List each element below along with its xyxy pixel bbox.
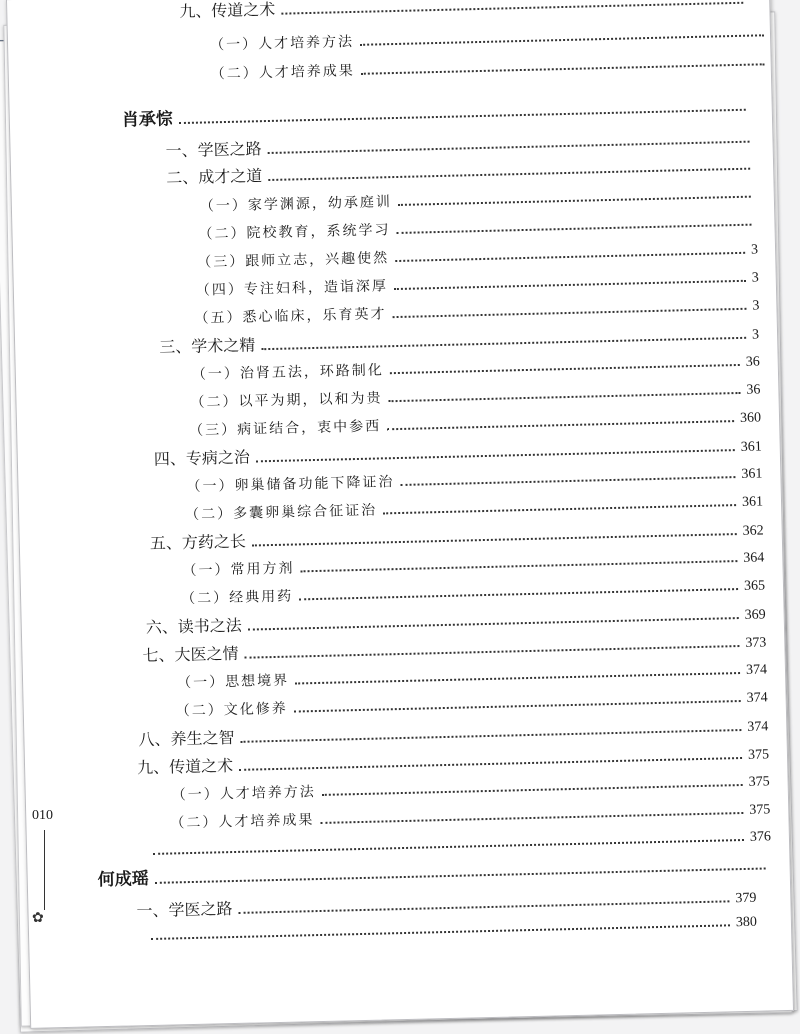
toc-leader-dots xyxy=(301,560,738,572)
toc-entry-page: 365 xyxy=(743,578,766,594)
toc-entry-page: 376 xyxy=(749,829,772,845)
toc-entry-page: 374 xyxy=(745,662,768,678)
folio-rule xyxy=(44,830,45,910)
toc-entry-title: （五）悉心临床，乐育英才 xyxy=(194,306,387,327)
table-of-contents xyxy=(7,0,793,1028)
toc-entry-title: 一、学医之路 xyxy=(136,899,233,921)
toc-leader-dots xyxy=(256,449,735,462)
toc-page xyxy=(6,0,794,1029)
toc-entry-title: 七、大医之情 xyxy=(142,643,239,666)
toc-entry-title: 九、传道之术 xyxy=(179,0,276,22)
toc-entry-title: （二）文化修养 xyxy=(175,700,288,720)
toc-leader-dots xyxy=(268,141,750,154)
toc-entry-title: 一、学医之路 xyxy=(165,139,262,161)
toc-entry-title: 五、方药之长 xyxy=(149,531,247,553)
toc-entry xyxy=(166,155,756,189)
toc-entry xyxy=(198,212,757,245)
toc-entry-page: 374 xyxy=(747,719,769,735)
toc-entry-page: 373 xyxy=(745,635,767,651)
toc-entry xyxy=(179,0,749,22)
toc-leader-dots xyxy=(361,63,765,75)
toc-entry-title: （三）跟师立志，兴趣使然 xyxy=(197,250,390,271)
toc-leader-dots xyxy=(401,476,736,486)
toc-entry-title: （一）思想境界 xyxy=(176,672,290,692)
toc-leader-dots xyxy=(394,280,746,290)
toc-entry-title: （四）专注妇科，造诣深厚 xyxy=(195,278,389,299)
toc-leader-dots xyxy=(241,729,742,743)
toc-leader-dots xyxy=(395,252,745,262)
toc-entry-page: 3 xyxy=(750,242,759,258)
toc-entry-title: （一）治肾五法，环路制化 xyxy=(191,362,385,383)
toc-leader-dots xyxy=(151,924,730,940)
flourish-ornament-icon: ✿ xyxy=(32,910,44,926)
toc-leader-dots xyxy=(398,196,751,206)
toc-entry xyxy=(211,51,771,84)
toc-leader-dots xyxy=(393,308,747,318)
toc-entry-title: （一）常用方剂 xyxy=(182,560,295,580)
toc-leader-dots xyxy=(268,168,750,181)
toc-entry-page: 380 xyxy=(735,914,758,931)
toc-entry-title: （二）经典用药 xyxy=(180,588,294,608)
toc-entry-title: （一）家学渊源，幼承庭训 xyxy=(199,194,393,215)
toc-leader-dots xyxy=(179,109,746,124)
toc-entry-page: 362 xyxy=(742,523,764,539)
toc-entry-author xyxy=(122,96,752,131)
toc-entry-title: （三）病证结合，衷中参西 xyxy=(189,418,382,439)
toc-leader-dots xyxy=(153,839,744,855)
toc-leader-dots xyxy=(155,867,766,883)
toc-leader-dots xyxy=(383,504,736,514)
toc-leader-dots xyxy=(397,224,752,234)
toc-entry-title: 九、传道之术 xyxy=(136,756,234,778)
toc-entry-page: 375 xyxy=(749,802,771,818)
toc-entry-title: （一）卵巢储备功能下降证治 xyxy=(186,474,395,496)
toc-entry-page: 3 xyxy=(751,270,759,286)
toc-entry-title: （一）人才培养方法 xyxy=(171,784,316,804)
toc-leader-dots xyxy=(390,364,740,374)
toc-leader-dots xyxy=(320,812,743,824)
toc-leader-dots xyxy=(389,392,741,402)
toc-entry-page: 36 xyxy=(746,382,761,398)
toc-entry xyxy=(200,184,757,217)
toc-leader-dots xyxy=(239,757,742,771)
toc-entry-title: （二）院校教育，系统学习 xyxy=(198,222,391,243)
toc-entry-title: （二）人才培养成果 xyxy=(210,62,355,83)
toc-leader-dots xyxy=(322,784,743,796)
toc-entry-title: （二）多囊卵巢综合征证治 xyxy=(184,502,378,524)
toc-leader-dots xyxy=(239,900,730,914)
toc-leader-dots xyxy=(248,617,739,631)
toc-leader-dots xyxy=(299,588,738,600)
toc-entry-title: 三、学术之精 xyxy=(158,335,256,357)
toc-entry-page: 361 xyxy=(741,466,763,482)
page-number: 010 xyxy=(32,808,53,823)
toc-entry-title: 何成瑶 xyxy=(97,869,149,891)
toc-entry xyxy=(210,22,770,55)
toc-entry-page: 364 xyxy=(743,550,765,566)
toc-entry-title: 六、读书之法 xyxy=(145,615,243,638)
toc-leader-dots xyxy=(252,533,737,546)
toc-entry-page: 360 xyxy=(739,410,762,426)
toc-entry-title: 四、专病之治 xyxy=(153,447,251,469)
toc-entry-title: 肖承悰 xyxy=(121,109,174,131)
toc-entry-page: 361 xyxy=(740,439,762,455)
toc-entry-title: 二、成才之道 xyxy=(166,166,263,188)
toc-leader-dots xyxy=(360,34,764,46)
toc-entry-page: 361 xyxy=(741,494,764,510)
toc-leader-dots xyxy=(294,700,741,713)
toc-leader-dots xyxy=(387,420,734,430)
toc-entry-page: 369 xyxy=(744,607,766,623)
toc-entry-title: （二）人才培养成果 xyxy=(170,812,315,832)
toc-entry-page: 375 xyxy=(748,774,770,790)
toc-entry-page: 374 xyxy=(746,690,768,706)
toc-entry-title: 八、养生之智 xyxy=(138,727,235,750)
toc-entry-page: 3 xyxy=(752,298,760,314)
toc-entry-title: （二）以平为期，以和为贵 xyxy=(190,390,383,411)
toc-entry-page: 379 xyxy=(735,890,757,907)
toc-leader-dots xyxy=(245,645,740,659)
toc-entry-page: 375 xyxy=(747,747,770,763)
toc-entry-page: 36 xyxy=(745,354,760,370)
toc-leader-dots xyxy=(295,672,740,684)
toc-entry-page: 3 xyxy=(751,327,760,343)
toc-entry-title: （一）人才培养方法 xyxy=(209,33,355,54)
toc-leader-dots xyxy=(281,2,743,15)
toc-leader-dots xyxy=(261,337,746,350)
